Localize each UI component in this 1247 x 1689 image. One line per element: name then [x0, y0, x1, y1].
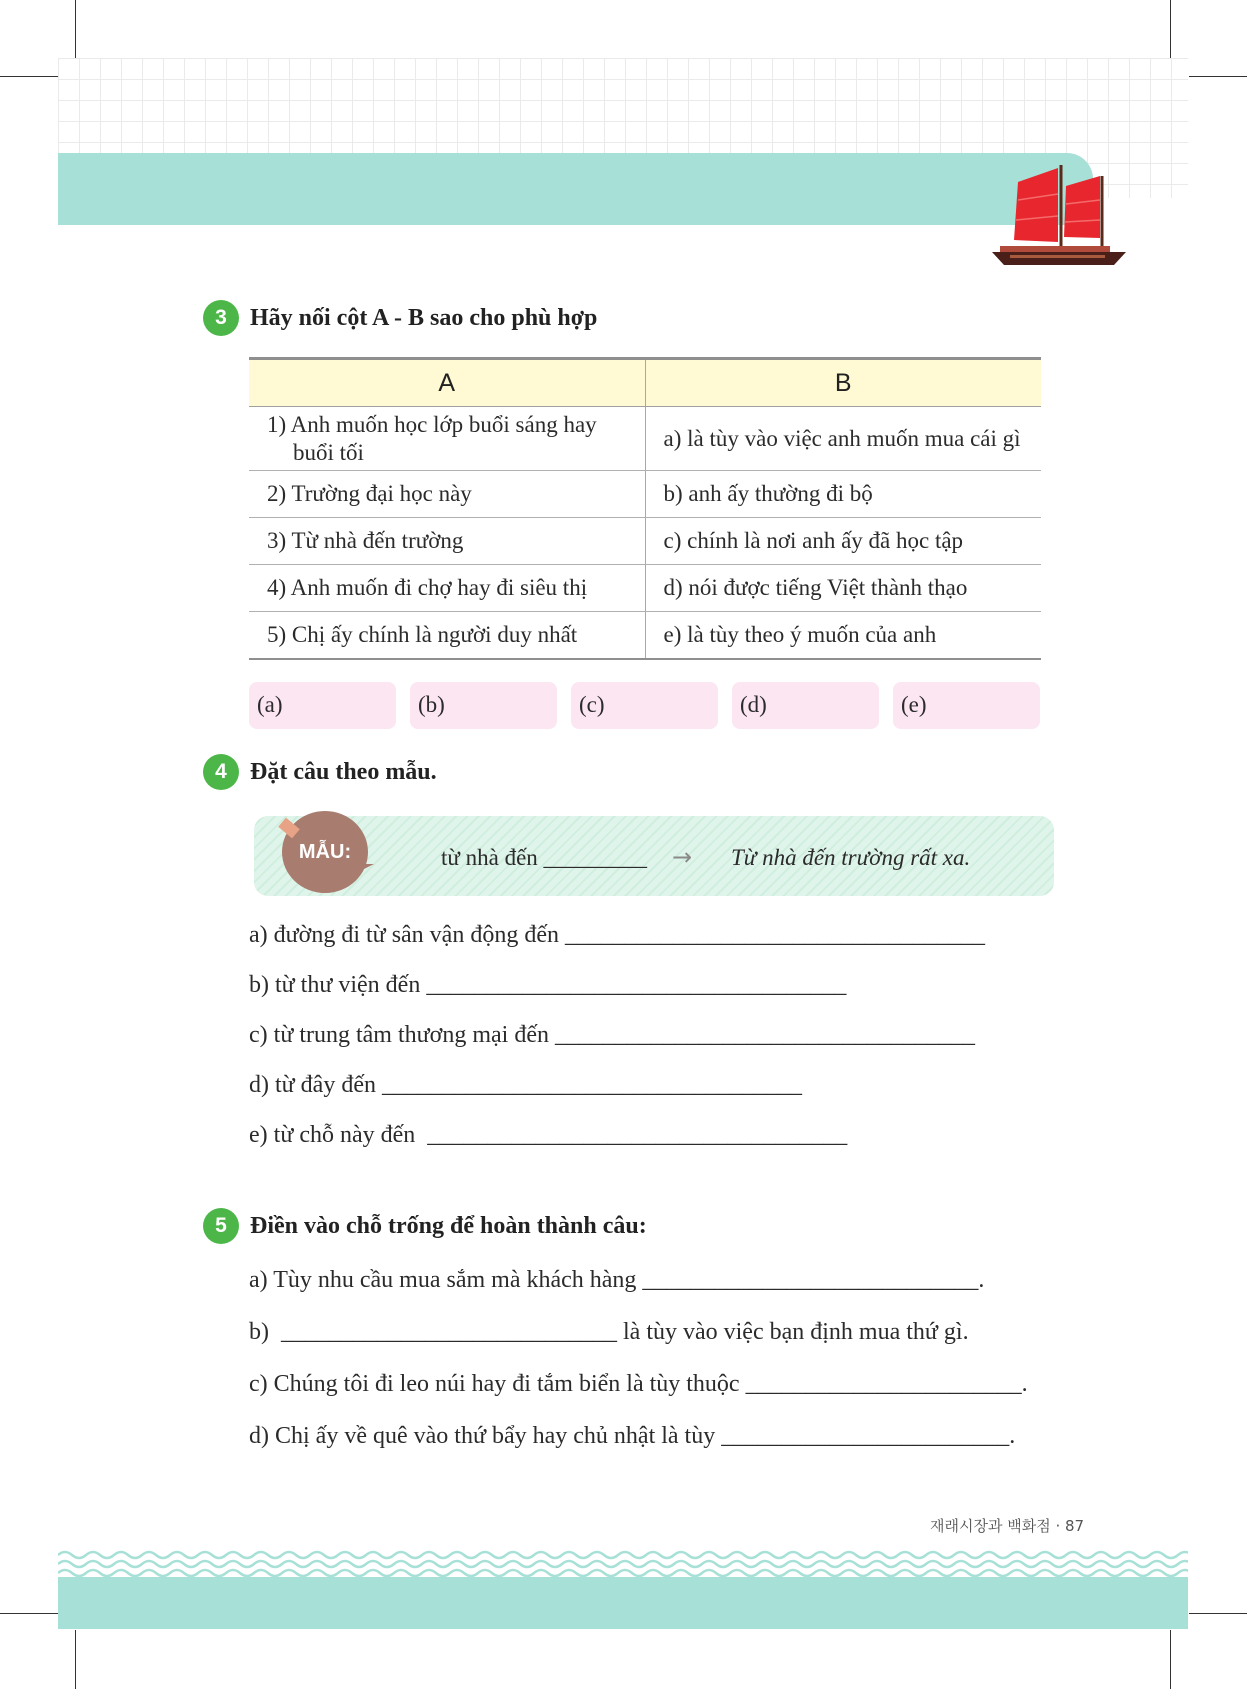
column-a-cell: 4) Anh muốn đi chợ hay đi siêu thị [249, 565, 645, 612]
column-b-cell: d) nói được tiếng Việt thành thạo [645, 565, 1041, 612]
answer-box-b[interactable]: (b) [410, 682, 557, 729]
crop-mark [1189, 1613, 1247, 1614]
exercise-4-item: b) từ thư viện đến ___________________________________ [249, 972, 847, 998]
exercise-5-heading [203, 1208, 647, 1244]
crop-mark [1170, 1630, 1171, 1689]
answer-box-e[interactable]: (e) [893, 682, 1040, 729]
crop-mark [0, 76, 58, 77]
column-a-cell: 3) Từ nhà đến trường [249, 518, 645, 565]
exercise-title: Hãy nối cột A - B sao cho phù hợp [250, 304, 598, 331]
cell-text: 1) Anh muốn học lớp buổi sáng hay buổi tối [267, 411, 597, 465]
crop-mark [0, 1613, 58, 1614]
exercise-5-item: b) ____________________________ là tùy vào việc bạn định mua thứ gì. [249, 1319, 969, 1345]
answer-box-a[interactable]: (a) [249, 682, 396, 729]
column-a-cell [249, 407, 645, 471]
exercise-4-item: d) từ đây đến ___________________________________ [249, 1072, 802, 1098]
table-row [249, 612, 1041, 659]
exercise-number: 4 [203, 754, 239, 790]
table-row [249, 407, 1041, 471]
crop-mark [75, 1630, 76, 1689]
column-a-header: A [249, 359, 645, 407]
answer-box-c[interactable]: (c) [571, 682, 718, 729]
exercise-number: 5 [203, 1208, 239, 1244]
exercise-4-heading [203, 754, 437, 790]
footer-band [58, 1577, 1188, 1629]
exercise-number: 3 [203, 300, 239, 336]
matching-table [249, 357, 1041, 660]
exercise-4-item: e) từ chỗ này đến ___________________________________ [249, 1122, 848, 1148]
column-b-cell: b) anh ấy thường đi bộ [645, 471, 1041, 518]
arrow-right-icon: → [672, 843, 693, 871]
header-band [58, 153, 1093, 225]
exercise-5-item: d) Chị ấy về quê vào thứ bẩy hay chủ nhật là tùy ________________________. [249, 1423, 1016, 1449]
exercise-title: Đặt câu theo mẫu. [250, 758, 437, 785]
column-b-cell: a) là tùy vào việc anh muốn mua cái gì [645, 407, 1041, 471]
exercise-4-item: c) từ trung tâm thương mại đến ___________________________________ [249, 1022, 975, 1048]
sample-prompt: từ nhà đến _________ [441, 845, 648, 870]
exercise-title: Điền vào chỗ trống để hoàn thành câu: [250, 1212, 647, 1239]
page-footer: 재래시장과 백화점 · 87 [930, 1517, 1085, 1535]
crop-mark [75, 0, 76, 58]
exercise-5-item: a) Tùy nhu cầu mua sắm mà khách hàng ____________________________. [249, 1267, 985, 1293]
table-row [249, 471, 1041, 518]
column-b-cell: e) là tùy theo ý muốn của anh [645, 612, 1041, 659]
sample-label: MẪU: [282, 811, 368, 893]
exercise-5-item: c) Chúng tôi đi leo núi hay đi tắm biển là tùy thuộc _______________________. [249, 1371, 1028, 1397]
column-a-cell: 2) Trường đại học này [249, 471, 645, 518]
answer-box-d[interactable]: (d) [732, 682, 879, 729]
column-b-cell: c) chính là nơi anh ấy đã học tập [645, 518, 1041, 565]
column-a-cell: 5) Chị ấy chính là người duy nhất [249, 612, 645, 659]
exercise-4-item: a) đường đi từ sân vận động đến ___________________________________ [249, 922, 985, 948]
sample-answer: Từ nhà đến trường rất xa. [731, 845, 971, 870]
column-b-header: B [645, 359, 1041, 407]
crop-mark [1170, 0, 1171, 58]
answer-boxes [249, 682, 1040, 729]
crop-mark [1189, 76, 1247, 77]
table-row [249, 518, 1041, 565]
junk-boat-icon [990, 160, 1130, 270]
table-row [249, 565, 1041, 612]
exercise-3-heading [203, 300, 597, 336]
